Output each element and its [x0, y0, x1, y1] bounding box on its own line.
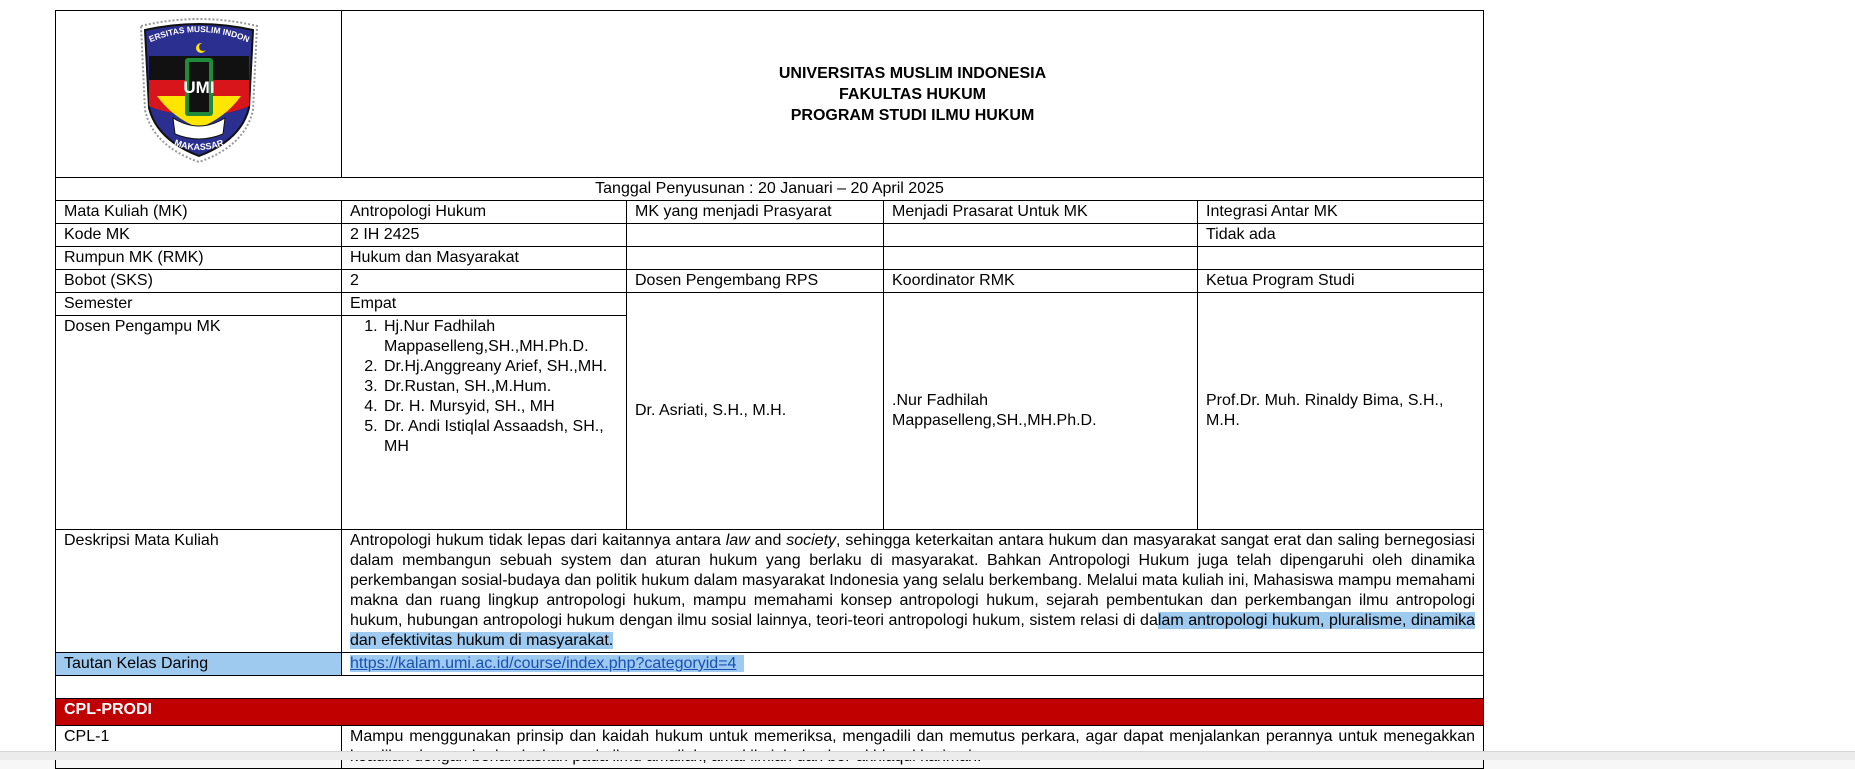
deskripsi-part: and: [749, 532, 787, 549]
list-item: 2. Dr.Hj.Anggreany Arief, SH.,MH.: [382, 357, 618, 377]
tautan-label: [56, 653, 342, 676]
deskripsi-part: Antropologi hukum tidak lepas dari kaitannya antara: [350, 532, 726, 549]
kelas-daring-link[interactable]: https://kalam.umi.ac.id/course/index.php?categoryid=4: [350, 655, 737, 672]
deskripsi-italic: society: [786, 532, 837, 549]
pengampu-label: Dosen Pengampu MK: [56, 316, 342, 530]
prasyarat-label: MK yang menjadi Prasyarat: [627, 201, 884, 224]
koordinator-value: .Nur Fadhilah Mappaselleng,SH.,MH.Ph.D.: [884, 293, 1198, 530]
svg-text:MAKASSAR: MAKASSAR: [172, 137, 225, 153]
svg-text:UMI: UMI: [182, 78, 215, 97]
date-line: Tanggal Penyusunan : 20 Januari – 20 April 2025: [56, 178, 1484, 201]
cpl-row: [56, 726, 1484, 769]
empty-cell: [1198, 247, 1484, 270]
deskripsi-italic: law: [725, 532, 750, 549]
program-name: PROGRAM STUDI ILMU HUKUM: [790, 106, 1035, 124]
prasyarat-value: [627, 224, 884, 247]
deskripsi-text: [342, 530, 1484, 653]
list-item: 3. Dr.Rustan, SH.,M.Hum.: [382, 377, 618, 397]
koordinator-label: Koordinator RMK: [884, 270, 1198, 293]
mk-row: [56, 201, 1484, 224]
deskripsi-part: , sehingga keterkaitan antara hukum dan masyarakat sangat erat dan saling bernegosiasi dalam membangun sebuah system dan aturan hukum yang berlaku di masyarakat. Bahkan Antropologi Hukum juga telah dipengaruhi oleh dinamika perkembangan sosial-budaya dan politik hukum dalam masyarakat Indonesia yang selalu berkembang. Melalui mata kuliah ini, Mahasiswa mampu memahami makna dan ruang lingkup antropologi hukum, mampu memahami konsep antropologi hukum, sejarah pembentukan dan perkembangan ilmu antropologi hukum, hubungan antropologi hukum dengan ilmu sosial lainnya, teori-teori antropologi hukum, sistem relasi di da: [350, 532, 1476, 629]
kode-label: Kode MK: [56, 224, 342, 247]
cpl-heading-row: [56, 699, 1484, 726]
menjadi-prasyarat-value: [884, 224, 1198, 247]
bobot-label: Bobot (SKS): [56, 270, 342, 293]
cpl-text: Mampu menggunakan prinsip dan kaidah hukum untuk memeriksa, mengadili dan memutus perkara, agar dapat menjalankan perannya untuk menegakkan: [342, 726, 1484, 769]
kode-value: 2 IH 2425: [342, 224, 627, 247]
svg-text:UNIVERSITAS MUSLIM INDONESIA: ERSITAS MUSLIM INDON: [146, 23, 251, 45]
tautan-label-text: Tautan Kelas Daring: [56, 653, 341, 675]
tautan-row: [56, 653, 1484, 676]
selected-text[interactable]: lam antropologi hukum, pluralisme, dinamika dan efektivitas hukum di masyarakat.: [350, 612, 1476, 649]
rumpun-row: [56, 247, 1484, 270]
list-item: 5. Dr. Andi Istiqlal Assaadsh, SH., MH: [382, 417, 618, 457]
tautan-link-cell: [342, 653, 1484, 676]
bobot-value: 2: [342, 270, 627, 293]
deskripsi-row: [56, 530, 1484, 653]
deskripsi-label: Deskripsi Mata Kuliah: [56, 530, 342, 653]
university-name: UNIVERSITAS MUSLIM INDONESIA: [778, 64, 1047, 82]
integrasi-value: Tidak ada: [1198, 224, 1484, 247]
spacer: [56, 676, 1484, 699]
dosen-rps-value: Dr. Asriati, S.H., M.H.: [627, 293, 884, 530]
cpl-heading: CPL-PRODI: [56, 699, 1484, 726]
menjadi-prasyarat-label: Menjadi Prasarat Untuk MK: [884, 201, 1198, 224]
mk-label: Mata Kuliah (MK): [56, 201, 342, 224]
semester-value: Empat: [342, 293, 627, 316]
empty-cell: [627, 247, 884, 270]
header-row: [56, 11, 1484, 178]
mk-value: Antropologi Hukum: [342, 201, 627, 224]
date-row: [56, 178, 1484, 201]
rumpun-label: Rumpun MK (RMK): [56, 247, 342, 270]
umi-logo: [133, 18, 265, 164]
rps-table: [55, 10, 1484, 769]
kode-row: [56, 224, 1484, 247]
semester-row: [56, 293, 1484, 316]
semester-label: Semester: [56, 293, 342, 316]
bobot-row: [56, 270, 1484, 293]
pengampu-list: [350, 317, 618, 457]
empty-cell: [884, 247, 1198, 270]
list-item: 4. Dr. H. Mursyid, SH., MH: [382, 397, 618, 417]
pengampu-list-cell: [342, 316, 627, 530]
faculty-name: FAKULTAS HUKUM: [839, 85, 986, 103]
rps-sheet: [55, 10, 1483, 769]
institution-title: [342, 11, 1484, 178]
dosen-rps-label: Dosen Pengembang RPS: [627, 270, 884, 293]
ketua-label: Ketua Program Studi: [1198, 270, 1484, 293]
integrasi-label: Integrasi Antar MK: [1198, 201, 1484, 224]
cpl-code: CPL-1: [56, 726, 342, 769]
spacer-row: [56, 676, 1484, 699]
list-item: 1. Hj.Nur Fadhilah Mappaselleng,SH.,MH.Ph.D.: [382, 317, 618, 357]
rumpun-value: Hukum dan Masyarakat: [342, 247, 627, 270]
logo-cell: [56, 11, 342, 178]
ketua-value: Prof.Dr. Muh. Rinaldy Bima, S.H., M.H.: [1198, 293, 1484, 530]
